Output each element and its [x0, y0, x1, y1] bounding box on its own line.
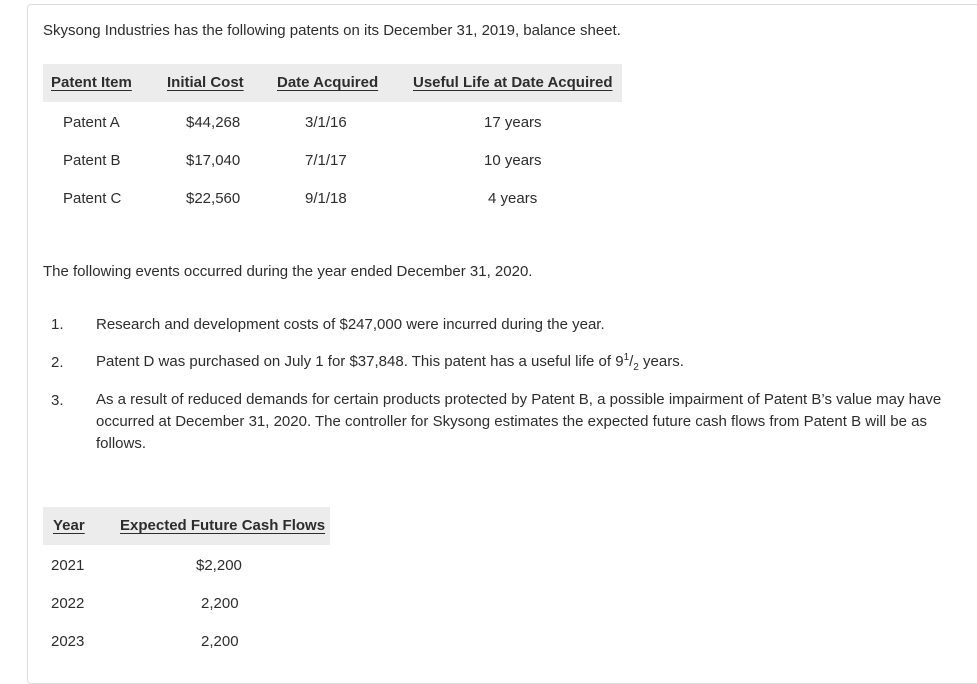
patent-c-item: Patent C — [63, 190, 122, 207]
cash-flow-amount-2021: $2,200 — [196, 557, 242, 574]
event-1-number: 1. — [51, 316, 64, 333]
cash-flow-amount-2022: 2,200 — [201, 595, 239, 612]
patent-c-date: 9/1/18 — [305, 190, 347, 207]
cash-flow-year-2022: 2022 — [51, 595, 85, 612]
event-1-text: Research and development costs of $247,000 were incurred during the year. — [96, 316, 605, 333]
cash-flow-year-2023: 2023 — [51, 633, 85, 650]
header-expected-cash-flows: Expected Future Cash Flows — [120, 517, 326, 534]
cash-flow-amount-2023: 2,200 — [201, 633, 239, 650]
header-initial-cost: Initial Cost — [167, 74, 244, 91]
question-card — [27, 4, 977, 684]
header-year: Year — [53, 517, 85, 534]
patent-a-date: 3/1/16 — [305, 114, 347, 131]
event-3-text: As a result of reduced demands for certain products protected by Patent B, a possible impairment of Patent B’s value may have occurred at December 31, 2020. The controller for Skysong estimates the expected future cash flows from Patent B will be as follows. — [96, 391, 942, 452]
events-intro: The following events occurred during the year ended December 31, 2020. — [43, 263, 533, 280]
cash-flow-year-2021: 2021 — [51, 557, 85, 574]
patent-c-cost: $22,560 — [186, 190, 241, 207]
patent-a-cost: $44,268 — [186, 114, 241, 131]
patent-b-date: 7/1/17 — [305, 152, 347, 169]
header-useful-life: Useful Life at Date Acquired — [413, 74, 613, 91]
event-2-text: Patent D was purchased on July 1 for $37,848. This patent has a useful life of $9^1/_2$ years. — [96, 352, 684, 373]
patent-b-life: 10 years — [484, 152, 542, 169]
event-2-number: 2. — [51, 354, 64, 371]
event-3-number: 3. — [51, 392, 64, 409]
header-date-acquired: Date Acquired — [277, 74, 379, 91]
patent-b-item: Patent B — [63, 152, 121, 169]
intro-text: Skysong Industries has the following patents on its December 31, 2019, balance sheet. — [43, 22, 621, 39]
patent-c-life: 4 years — [488, 190, 538, 207]
patent-a-item: Patent A — [63, 114, 120, 131]
patent-b-cost: $17,040 — [186, 152, 241, 169]
header-patent-item: Patent Item — [51, 74, 132, 91]
patent-a-life: 17 years — [484, 114, 542, 131]
